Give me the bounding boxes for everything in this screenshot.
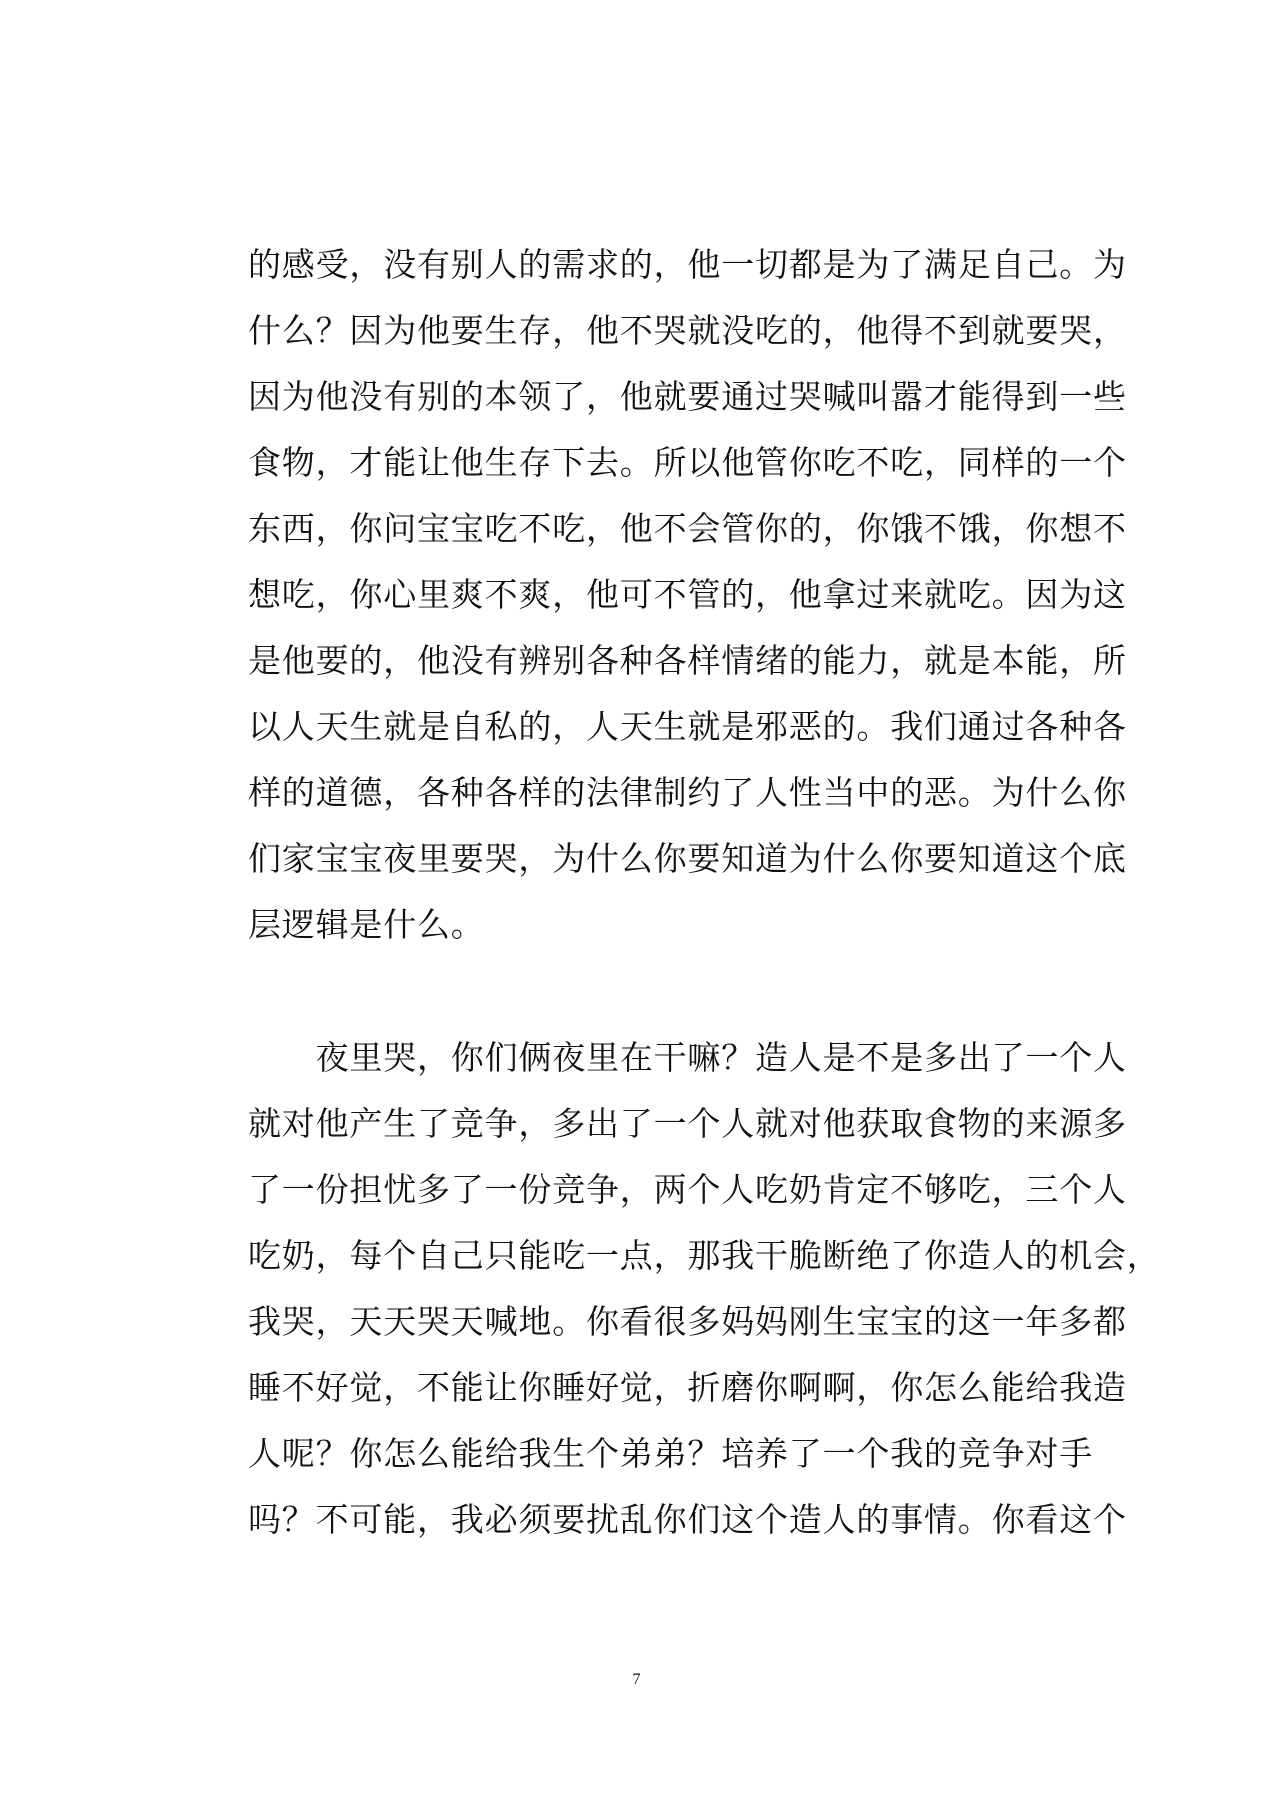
text-line: 吗？不可能，我必须要扰乱你们这个造人的事情。你看这个	[248, 1500, 1127, 1539]
text-line: 想吃，你心里爽不爽，他可不管的，他拿过来就吃。因为这	[248, 575, 1127, 614]
text-line: 食物，才能让他生存下去。所以他管你吃不吃，同样的一个	[248, 443, 1127, 482]
text-line: 以人天生就是自私的，人天生就是邪恶的。我们通过各种各	[248, 707, 1127, 746]
text-line: 了一份担忧多了一份竞争，两个人吃奶肯定不够吃，三个人	[248, 1170, 1127, 1209]
page-number: 7	[632, 1671, 641, 1688]
text-line: 的感受，没有别人的需求的，他一切都是为了满足自己。为	[248, 245, 1127, 284]
text-line: 睡不好觉，不能让你睡好觉，折磨你啊啊，你怎么能给我造	[248, 1368, 1127, 1407]
text-line: 就对他产生了竞争，多出了一个人就对他获取食物的来源多	[248, 1104, 1127, 1143]
text-line: 吃奶，每个自己只能吃一点，那我干脆断绝了你造人的机会，	[248, 1236, 1161, 1275]
paragraph-2	[248, 1025, 1161, 1553]
text-line: 人呢？你怎么能给我生个弟弟？培养了一个我的竞争对手	[248, 1434, 1093, 1473]
text-line: 什么？因为他要生存，他不哭就没吃的，他得不到就要哭，	[248, 311, 1127, 350]
text-line: 们家宝宝夜里要哭，为什么你要知道为什么你要知道这个底	[248, 839, 1127, 878]
text-line: 东西，你问宝宝吃不吃，他不会管你的，你饿不饿，你想不	[248, 509, 1127, 548]
paragraph-1	[248, 232, 1127, 958]
text-line: 层逻辑是什么。	[248, 905, 485, 944]
text-line: 我哭，天天哭天喊地。你看很多妈妈刚生宝宝的这一年多都	[248, 1302, 1127, 1341]
text-line: 样的道德，各种各样的法律制约了人性当中的恶。为什么你	[248, 773, 1127, 812]
text-line: 夜里哭，你们俩夜里在干嘛？造人是不是多出了一个人	[248, 1038, 1127, 1077]
text-line: 是他要的，他没有辨别各种各样情绪的能力，就是本能，所	[248, 641, 1127, 680]
text-line: 因为他没有别的本领了，他就要通过哭喊叫嚣才能得到一些	[248, 377, 1127, 416]
